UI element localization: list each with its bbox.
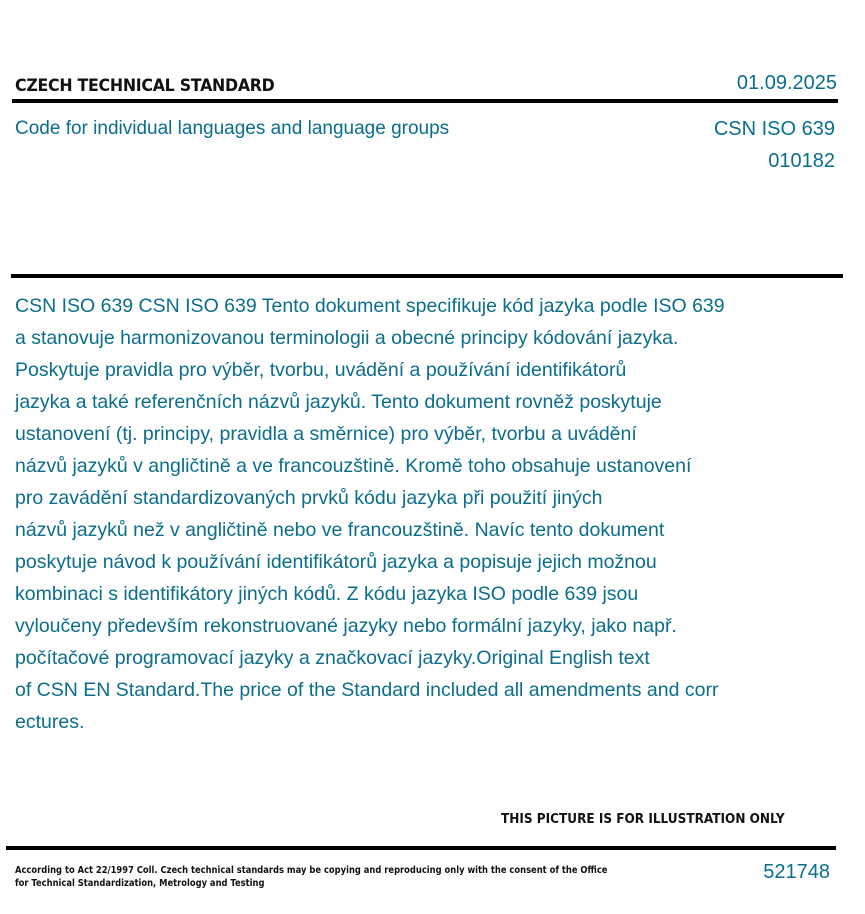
description-line: a stanovuje harmonizovanou terminologii a obecné principy kódování jazyka. — [15, 327, 679, 349]
standard-subject: Code for individual languages and language groups — [15, 118, 450, 139]
standard-description — [15, 290, 835, 738]
standard-number: CSN ISO 639 — [713, 118, 835, 140]
description-line: ectures. — [15, 711, 85, 733]
document-code: 521748 — [763, 861, 830, 883]
catalog-number: 010182 — [768, 150, 835, 172]
description-line: poskytuje návod k používání identifikátorů jazyka a popisuje jejich možnou — [15, 551, 657, 573]
publication-date: 01.09.2025 — [736, 72, 837, 94]
legal-line: for Technical Standardization, Metrology and Testing — [15, 878, 265, 889]
description-line: kombinaci s identifikátory jiných kódů. Z kódu jazyka ISO podle 639 jsou — [15, 583, 639, 605]
description-line: Poskytuje pravidla pro výběr, tvorbu, uvádění a používání identifikátorů — [15, 359, 627, 381]
section-divider — [11, 274, 843, 278]
description-line: of CSN EN Standard.The price of the Standard included all amendments and corr — [15, 679, 719, 701]
legal-line: According to Act 22/1997 Coll. Czech technical standards may be copying and reproducing only with the consent of the Office — [15, 865, 608, 876]
header-divider — [12, 99, 838, 103]
description-line: ustanovení (tj. principy, pravidla a směrnice) pro výběr, tvorbu a uvádění — [15, 423, 637, 445]
description-line: vyloučeny především rekonstruované jazyky nebo formální jazyky, jako např. — [15, 615, 677, 637]
description-line: CSN ISO 639 CSN ISO 639 Tento dokument specifikuje kód jazyka podle ISO 639 — [15, 295, 725, 317]
legal-notice — [15, 864, 607, 890]
description-line: počítačové programovací jazyky a značkovací jazyky.Original English text — [15, 647, 650, 669]
description-line: názvů jazyků v angličtině a ve francouzštině. Kromě toho obsahuje ustanovení — [15, 455, 692, 477]
footer-divider — [6, 846, 836, 850]
description-line: pro zavádění standardizovaných prvků kódu jazyka při použití jiných — [15, 487, 603, 509]
document-type-label: CZECH TECHNICAL STANDARD — [15, 76, 275, 96]
description-line: jazyka a také referenčních názvů jazyků. Tento dokument rovněž poskytuje — [15, 391, 662, 413]
description-line: názvů jazyků než v angličtině nebo ve francouzštině. Navíc tento dokument — [15, 519, 665, 541]
illustration-note: THIS PICTURE IS FOR ILLUSTRATION ONLY — [501, 812, 785, 827]
